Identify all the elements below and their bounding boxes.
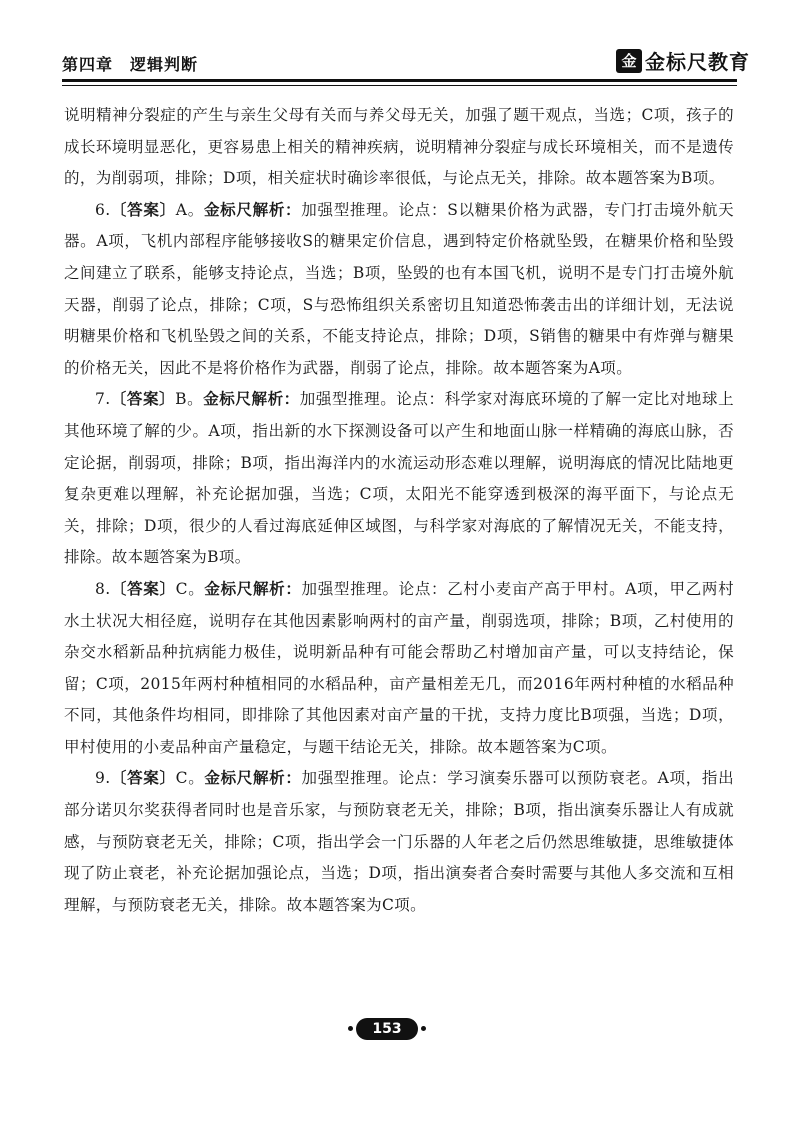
page-body [64, 100, 734, 921]
answer-value: A。 [175, 200, 204, 219]
answer-label: 〔答案〕 [110, 579, 176, 598]
brand-icon: 金 [616, 49, 642, 73]
question-6-explanation [64, 195, 734, 385]
chapter-title: 第四章 逻辑判断 [62, 55, 199, 74]
question-7-explanation [64, 384, 734, 574]
header-rule-thick [62, 79, 737, 82]
analysis-text: 加强型推理。论点：乙村小麦亩产高于甲村。A项，甲乙两村水土状况大相径庭，说明存在其他因素影响两村的亩产量，削弱选项，排除；B项，乙村使用的杂交水稻新品种抗病能力极佳，说明新品种有可能会帮助乙村增加亩产量，可以支持结论，保留；C项，2015年两村种植相同的水稻品种，亩产量相差无几，而2016年两村种植的水稻品种不同，其他条件均相同，即排除了其他因素对亩产量的干扰，支持力度比B项强，当选；D项，甲村使用的小麦品种亩产量稳定，与题干结论无关，排除。故本题答案为C项。 [64, 579, 735, 756]
header-rule-thin [62, 85, 737, 86]
analysis-text: 加强型推理。论点：科学家对海底环境的了解一定比对地球上其他环境了解的少。A项，指出新的水下探测设备可以产生和地面山脉一样精确的海底山脉，否定论据，削弱项，排除；B项，指出海洋内的水流运动形态难以理解，说明海底的情况比陆地更复杂更难以理解，补充论据加强，当选；C项，太阳光不能穿透到极深的海平面下，与论点无关，排除；D项，很少的人看过海底延伸区域图，与科学家对海底的了解情况无关，不能支持，排除。故本题答案为B项。 [64, 390, 734, 567]
question-number: 9. [95, 769, 111, 788]
answer-value: B。 [175, 390, 204, 409]
analysis-text: 加强型推理。论点：学习演奏乐器可以预防衰老。A项，指出部分诺贝尔奖获得者同时也是音乐家，与预防衰老无关，排除；B项，指出演奏乐器让人有成就感，与预防衰老无关，排除；C项，指出学会一门乐器的人年老之后仍然思维敏捷，思维敏捷体现了防止衰老，补充论据加强论点，当选；D项，指出演奏者合奏时需要与其他人多交流和互相理解，与预防衰老无关，排除。故本题答案为C项。 [64, 769, 735, 914]
answer-value: C。 [175, 769, 205, 788]
page-header [62, 46, 750, 80]
paragraph-continued: 说明精神分裂症的产生与亲生父母有关而与养父母无关，加强了题干观点，当选；C项，孩子的成长环境明显恶化，更容易患上相关的精神疾病，说明精神分裂症与成长环境相关，而不是遗传的，为削弱项，排除；D项，相关症状时确诊率很低，与论点无关，排除。故本题答案为B项。 [64, 106, 734, 188]
question-8-explanation [64, 574, 734, 764]
answer-label: 〔答案〕 [110, 390, 176, 409]
answer-value: C。 [175, 579, 205, 598]
analysis-label: 金标尺解析： [204, 769, 302, 788]
analysis-label: 金标尺解析： [203, 200, 302, 219]
analysis-text: 加强型推理。论点：S以糖果价格为武器，专门打击境外航天器。A项，飞机内部程序能够接收S的糖果定价信息，遇到特定价格就坠毁，在糖果价格和坠毁之间建立了联系，能够支持论点，当选；B项，坠毁的也有本国飞机，说明不是专门打击境外航天器，削弱了论点，排除；C项，S与恐怖组织关系密切且知道恐怖袭击出的详细计划，无法说明糖果价格和飞机坠毁之间的关系，不能支持论点，排除；D项，S销售的糖果中有炸弹与糖果的价格无关，因此不是将价格作为武器，削弱了论点，排除。故本题答案为A项。 [64, 200, 734, 377]
question-number: 8. [95, 579, 111, 598]
analysis-label: 金标尺解析： [203, 390, 300, 409]
answer-label: 〔答案〕 [110, 769, 176, 788]
question-number: 6. [95, 200, 111, 219]
question-9-explanation [64, 763, 734, 921]
answer-label: 〔答案〕 [110, 200, 176, 219]
analysis-label: 金标尺解析： [204, 579, 302, 598]
brand-name: 金标尺教育 [645, 50, 750, 74]
brand-logo [616, 46, 750, 75]
page-number-badge: 153 [356, 1018, 418, 1040]
question-number: 7. [95, 390, 111, 409]
